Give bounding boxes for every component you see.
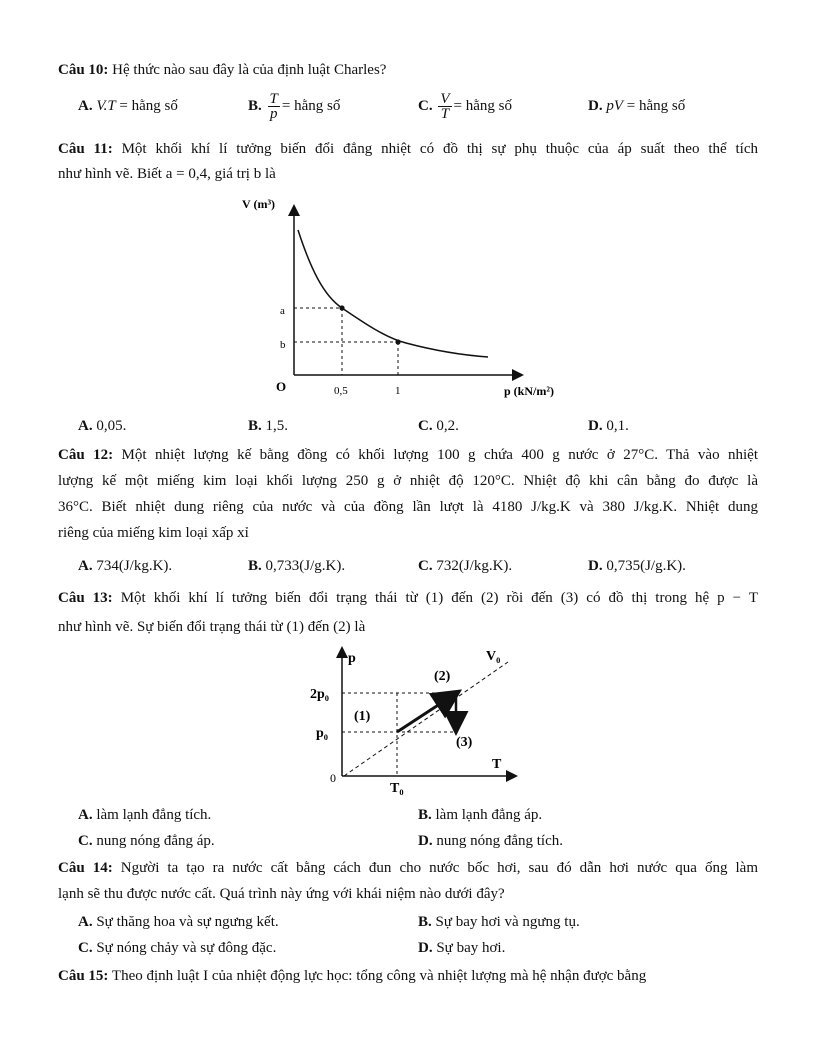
option-text: 0,735(J/g.K).	[606, 558, 686, 574]
x-axis-label: p (kN/m²)	[504, 384, 554, 398]
option-letter: A.	[78, 807, 93, 823]
q13-graph	[300, 640, 540, 800]
option-letter: D.	[418, 940, 433, 956]
option-letter: A.	[78, 914, 93, 930]
point-b	[395, 339, 400, 344]
q14-stem-line2: lạnh sẽ thu được nước cất. Quá trình này ứng với khái niệm nào dưới đây?	[58, 886, 505, 902]
option-text: Sự bay hơi và ngưng tụ.	[435, 914, 580, 930]
q10-option-d[interactable]	[588, 96, 685, 116]
y-axis-label: p	[348, 651, 356, 666]
q10-label: Câu 10:	[58, 62, 109, 78]
q10-option-a[interactable]	[78, 96, 178, 116]
option-letter: D.	[588, 418, 603, 434]
q13-stem-line1	[58, 588, 758, 608]
q10-option-c[interactable]	[418, 88, 512, 124]
option-text: 0,733(J/g.K).	[265, 558, 346, 574]
q15-stem-line1	[58, 966, 758, 986]
q15-text: Theo định luật I của nhiệt động lực học: tổng công và nhiệt lượng mà hệ nhận được bằng	[111, 968, 647, 984]
origin-label: O	[276, 379, 287, 394]
option-letter: A.	[78, 98, 93, 114]
x-axis-label: T	[492, 757, 502, 772]
formula: V.T	[96, 98, 116, 114]
y-axis-label: V (m³)	[242, 197, 276, 211]
q11-option-c[interactable]	[418, 416, 459, 436]
option-letter: B.	[248, 418, 262, 434]
origin-label: 0	[330, 771, 336, 785]
q12-option-a[interactable]	[78, 556, 172, 576]
q13-text: Một khối khí lí tưởng biến đổi trạng thái từ (1) đến (2) rồi đến (3) có đồ thị trong hệ p − T	[120, 590, 759, 606]
point-a	[339, 305, 344, 310]
q14-option-c[interactable]	[78, 938, 276, 958]
q11-option-a[interactable]	[78, 416, 126, 436]
formula-rest: = hằng số	[453, 98, 512, 114]
q14-text: Người ta tạo ra nước cất bằng cách đun cho nước bốc hơi, sau đó dẫn hơi nước qua ống làm	[120, 860, 759, 876]
option-letter: D.	[588, 558, 603, 574]
option-letter: D.	[588, 98, 603, 114]
option-letter: A.	[78, 558, 93, 574]
state-2: (2)	[434, 669, 451, 684]
option-letter: C.	[418, 418, 433, 434]
option-text: 0,1.	[606, 418, 629, 434]
option-text: Sự nóng chảy và sự đông đặc.	[96, 940, 277, 956]
option-letter: B.	[248, 558, 262, 574]
q12-stem-line3: 36°C. Biết nhiệt dung riêng của nước và của đồng lần lượt là 4180 J/kg.K và 380 J/kg.K. Nhiệt dung	[58, 499, 758, 515]
option-letter: C.	[418, 558, 433, 574]
process-1-2	[397, 696, 452, 732]
option-text: nung nóng đẳng tích.	[436, 833, 563, 849]
option-text: nung nóng đẳng áp.	[96, 833, 215, 849]
option-text: Sự bay hơi.	[436, 940, 506, 956]
tick-t0: T₀	[390, 781, 404, 796]
q13-option-b[interactable]	[418, 805, 542, 825]
option-letter: C.	[418, 98, 433, 114]
option-text: làm lạnh đẳng tích.	[96, 807, 212, 823]
option-letter: B.	[418, 807, 432, 823]
q15-label: Câu 15:	[58, 968, 109, 984]
formula: pV	[606, 98, 624, 114]
q11-label: Câu 11:	[58, 141, 113, 157]
q11-graph	[236, 192, 586, 404]
option-text: 1,5.	[265, 418, 289, 434]
q12-label: Câu 12:	[58, 447, 114, 463]
option-text: 0,2.	[436, 418, 459, 434]
option-letter: A.	[78, 418, 93, 434]
q12-stem-line2: lượng kế một miếng kim loại khối lượng 250 g ở nhiệt độ 120°C. Nhiệt độ khi cân bằng đo được là	[58, 473, 758, 489]
q12-option-d[interactable]	[588, 556, 686, 576]
tick-p0: p₀	[316, 726, 328, 741]
tick-b: b	[280, 339, 286, 351]
tick-a: a	[280, 305, 285, 317]
q10-stem	[58, 60, 758, 80]
label-v0: V₀	[486, 649, 501, 664]
q12-text: Một nhiệt lượng kế bằng đồng có khối lượng 100 g chứa 400 g nước ở 27°C. Thả vào nhiệt	[121, 447, 758, 463]
q13-option-d[interactable]	[418, 831, 563, 851]
q10-option-b[interactable]	[248, 88, 340, 124]
formula-rest: = hằng số	[281, 98, 341, 114]
option-text: 0,05.	[96, 418, 127, 434]
option-letter: D.	[418, 833, 433, 849]
q11-stem-line2: như hình vẽ. Biết a = 0,4, giá trị b là	[58, 166, 276, 182]
option-letter: C.	[78, 940, 93, 956]
tick-2p0: 2p₀	[310, 687, 329, 702]
q12-option-c[interactable]	[418, 556, 512, 576]
q14-label: Câu 14:	[58, 860, 113, 876]
formula-rest: = hằng số	[623, 98, 686, 114]
option-text: Sự thăng hoa và sự ngưng kết.	[96, 914, 279, 930]
fraction: $\frac{T}{p}$	[269, 91, 278, 123]
q14-option-d[interactable]	[418, 938, 505, 958]
state-1: (1)	[354, 709, 371, 724]
fraction: $\frac{V}{T}$	[440, 91, 450, 123]
q13-option-c[interactable]	[78, 831, 215, 851]
tick-1: 1	[395, 385, 401, 397]
q12-option-b[interactable]	[248, 556, 345, 576]
q11-stem-line1	[58, 139, 758, 159]
option-text: làm lạnh đẳng áp.	[435, 807, 543, 823]
option-letter: B.	[248, 98, 262, 114]
q11-text: Một khối khí lí tưởng biến đổi đẳng nhiệt có đồ thị sự phụ thuộc của áp suất theo thể tích	[121, 141, 759, 157]
state-3: (3)	[456, 735, 473, 750]
isotherm-curve	[298, 230, 488, 357]
option-text: 734(J/kg.K).	[96, 558, 173, 574]
q12-stem-line1	[58, 445, 758, 465]
q10-text: Hệ thức nào sau đây là của định luật Charles?	[112, 62, 387, 78]
tick-05: 0,5	[334, 385, 348, 397]
q13-option-a[interactable]	[78, 805, 211, 825]
q14-option-b[interactable]	[418, 912, 580, 932]
q11-option-d[interactable]	[588, 416, 629, 436]
q12-stem-line4: riêng của miếng kim loại xấp xỉ	[58, 525, 249, 541]
formula-rest: = hằng số	[115, 98, 178, 114]
option-letter: B.	[418, 914, 432, 930]
q14-option-a[interactable]	[78, 912, 279, 932]
q13-label: Câu 13:	[58, 590, 113, 606]
option-letter: C.	[78, 833, 93, 849]
q11-option-b[interactable]	[248, 416, 288, 436]
q14-stem-line1	[58, 858, 758, 878]
option-text: 732(J/kg.K).	[436, 558, 513, 574]
q13-stem-line2: như hình vẽ. Sự biến đổi trạng thái từ (1) đến (2) là	[58, 619, 366, 635]
